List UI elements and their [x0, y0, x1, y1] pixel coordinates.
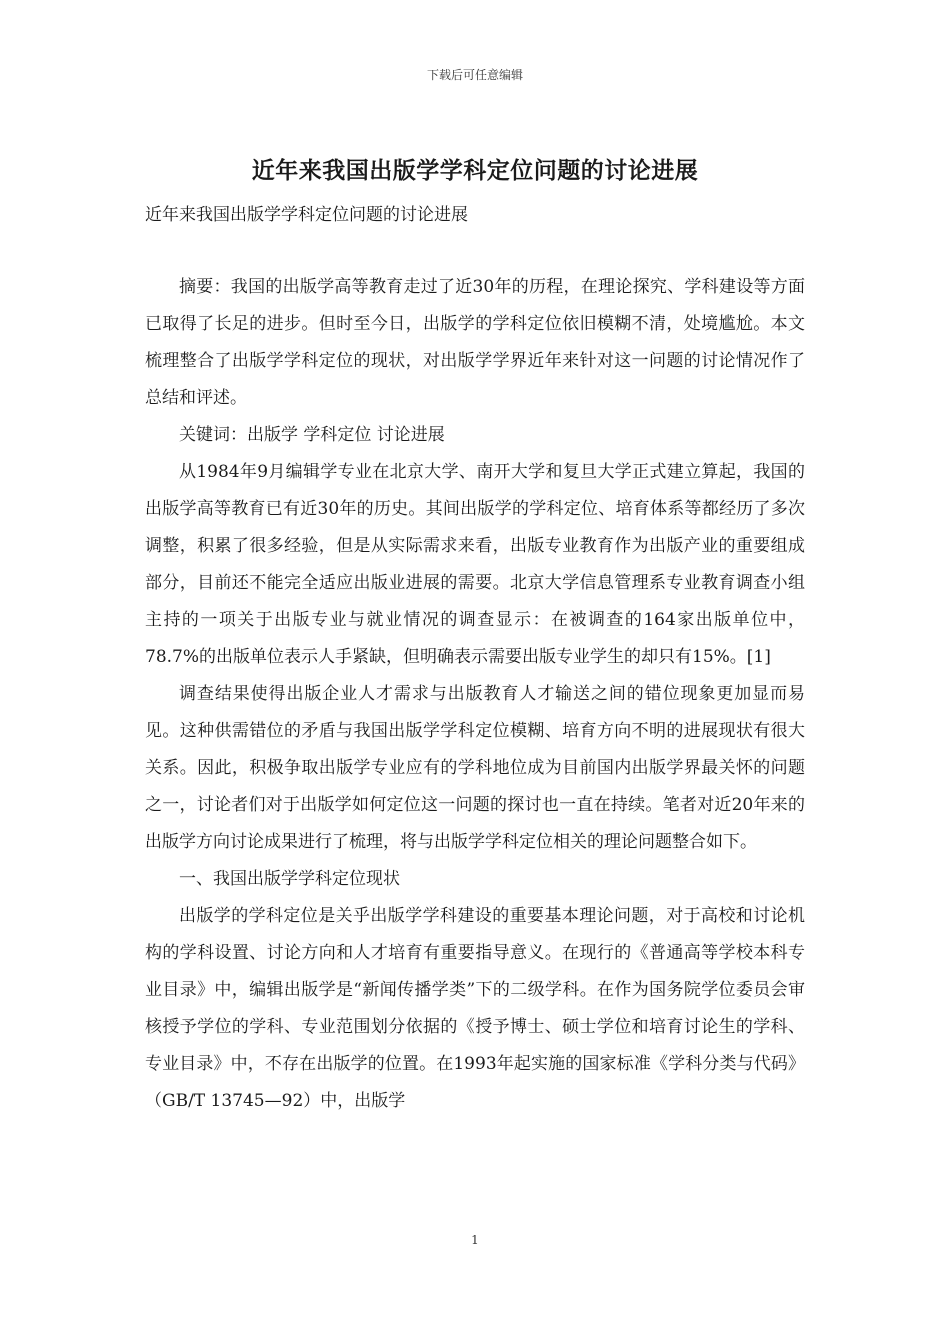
keywords-paragraph: 关键词：出版学 学科定位 讨论进展 [179, 425, 445, 445]
page-header: 下载后可任意编辑 [426, 68, 523, 82]
section-heading: 一、我国出版学学科定位现状 [179, 869, 400, 889]
body-paragraph: 调查结果使得出版企业人才需求与出版教育人才输送之间的错位现象更加显而易见。这种供需错位的矛盾与我国出版学学科定位模糊、培育方向不明的进展现状有很大关系。因此，积极争取出版学专业应有的学科地位成为目前国内出版学界最关怀的问题之一，讨论者们对于出版学如何定位这一问题的探讨也一直在持续。笔者对近20年来的出版学方向讨论成果进行了梳理，将与出版学学科定位相关的理论问题整合如下。 [145, 684, 805, 852]
body-paragraph: 出版学的学科定位是关乎出版学学科建设的重要基本理论问题，对于高校和讨论机构的学科设置、讨论方向和人才培育有重要指导意义。在现行的《普通高等学校本科专业目录》中，编辑出版学是“新闻传播学类”下的二级学科。在作为国务院学位委员会审核授予学位的学科、专业范围划分依据的《授予博士、硕士学位和培育讨论生的学科、专业目录》中，不存在出版学的位置。在1993年起实施的国家标准《学科分类与代码》（GB/T 13745—92）中，出版学 [145, 906, 805, 1111]
abstract-paragraph: 摘要：我国的出版学高等教育走过了近30年的历程，在理论探究、学科建设等方面已取得了长足的进步。但时至今日，出版学的学科定位依旧模糊不清，处境尴尬。本文梳理整合了出版学学科定位的现状，对出版学学界近年来针对这一问题的讨论情况作了总结和评述。 [145, 277, 805, 408]
page-number: 1 [471, 1233, 479, 1247]
document-body [145, 269, 805, 1120]
document-subtitle: 近年来我国出版学学科定位问题的讨论进展 [145, 205, 468, 225]
document-title: 近年来我国出版学学科定位问题的讨论进展 [251, 157, 699, 184]
body-paragraph: 从1984年9月编辑学专业在北京大学、南开大学和复旦大学正式建立算起，我国的出版学高等教育已有近30年的历史。其间出版学的学科定位、培育体系等都经历了多次调整，积累了很多经验，但是从实际需求来看，出版专业教育作为出版产业的重要组成部分，目前还不能完全适应出版业进展的需要。北京大学信息管理系专业教育调查小组主持的一项关于出版专业与就业情况的调查显示：在被调查的164家出版单位中，78.7%的出版单位表示人手紧缺，但明确表示需要出版专业学生的却只有15%。[1] [145, 462, 805, 667]
